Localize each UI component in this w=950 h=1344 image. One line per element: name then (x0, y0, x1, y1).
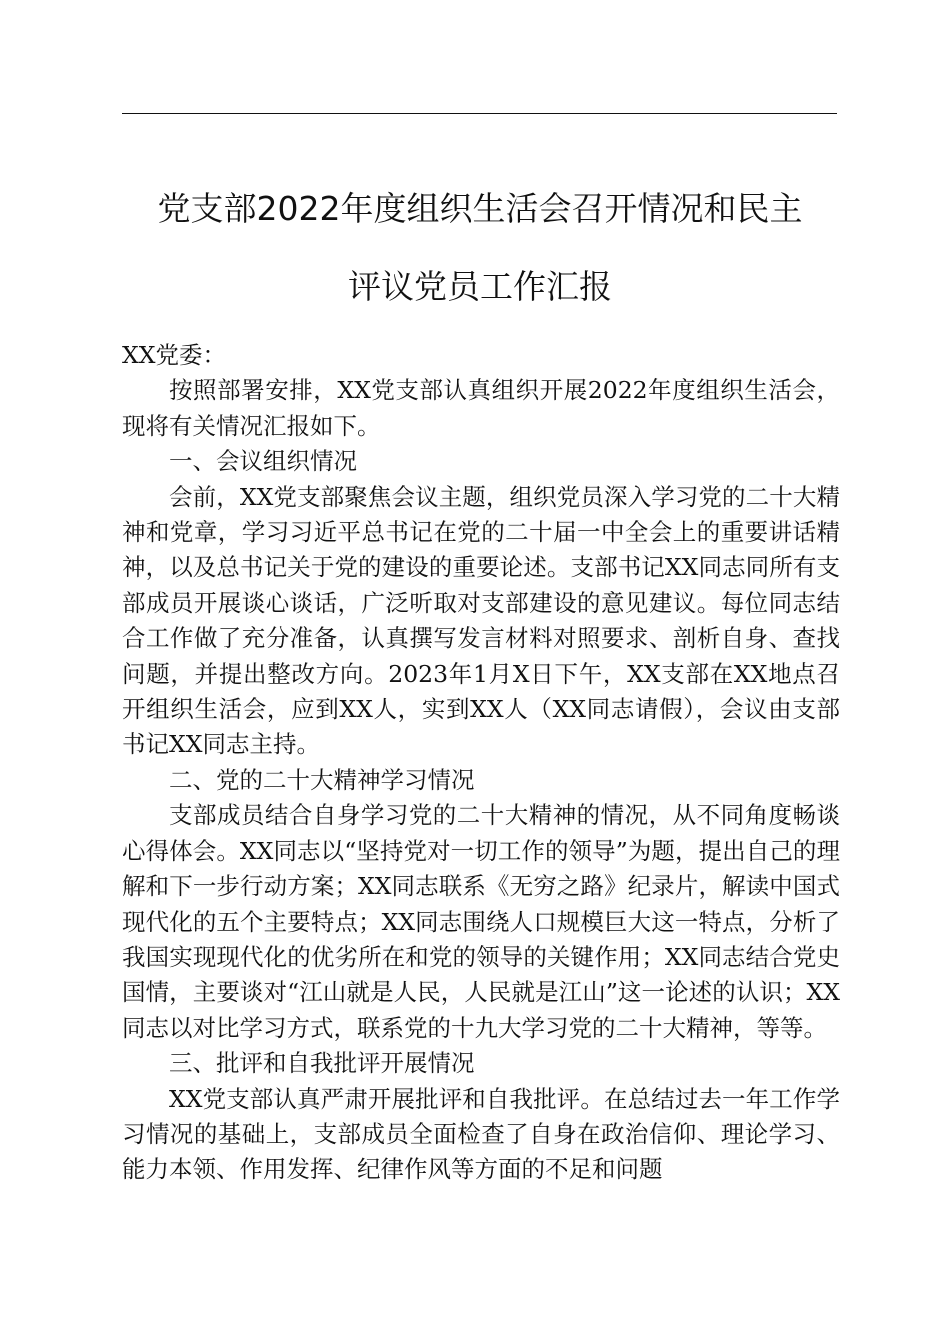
section-2-paragraph: 支部成员结合自身学习党的二十大精神的情况，从不同角度畅谈心得体会。XX同志以“坚持党对一切工作的领导”为题，提出自己的理解和下一步行动方案；XX同志联系《无穷之路》纪录片，解读中国式现代化的五个主要特点；XX同志围绕人口规模巨大这一特点，分析了我国实现现代化的优劣所在和党的领导的关键作用；XX同志结合党史国情，主要谈对“江山就是人民，人民就是江山”这一论述的认识；XX同志以对比学习方式，联系党的十九大学习党的二十大精神，等等。 (122, 801, 840, 1042)
header-rule (122, 113, 837, 114)
document-title (100, 170, 860, 326)
section-heading-2: 二、党的二十大精神学习情况 (169, 765, 475, 794)
title-line-2: 评议党员工作汇报 (348, 267, 612, 306)
document-body (122, 338, 840, 1188)
section-3-paragraph: XX党支部认真严肃开展批评和自我批评。在总结过去一年工作学习情况的基础上，支部成员全面检查了自身在政治信仰、理论学习、能力本领、作用发挥、纪律作风等方面的不足和问题 (122, 1084, 840, 1184)
intro-paragraph: 按照部署安排，XX党支部认真组织开展2022年度组织生活会，现将有关情况汇报如下。 (122, 376, 840, 440)
section-1-paragraph: 会前，XX党支部聚焦会议主题，组织党员深入学习党的二十大精神和党章，学习习近平总书记在党的二十届一中全会上的重要讲话精神，以及总书记关于党的建设的重要论述。支部书记XX同志同所有支部成员开展谈心谈话，广泛听取对支部建设的意见建议。每位同志结合工作做了充分准备，认真撰写发言材料对照要求、剖析自身、查找问题，并提出整改方向。2023年1月X日下午，XX支部在XX地点召开组织生活会，应到XX人，实到XX人（XX同志请假），会议由支部书记XX同志主持。 (122, 482, 840, 759)
title-line-1: 党支部2022年度组织生活会召开情况和民主 (157, 189, 803, 228)
section-heading-3: 三、批评和自我批评开展情况 (169, 1049, 475, 1078)
salutation: XX党委： (122, 341, 226, 369)
section-heading-1: 一、会议组织情况 (169, 447, 357, 476)
